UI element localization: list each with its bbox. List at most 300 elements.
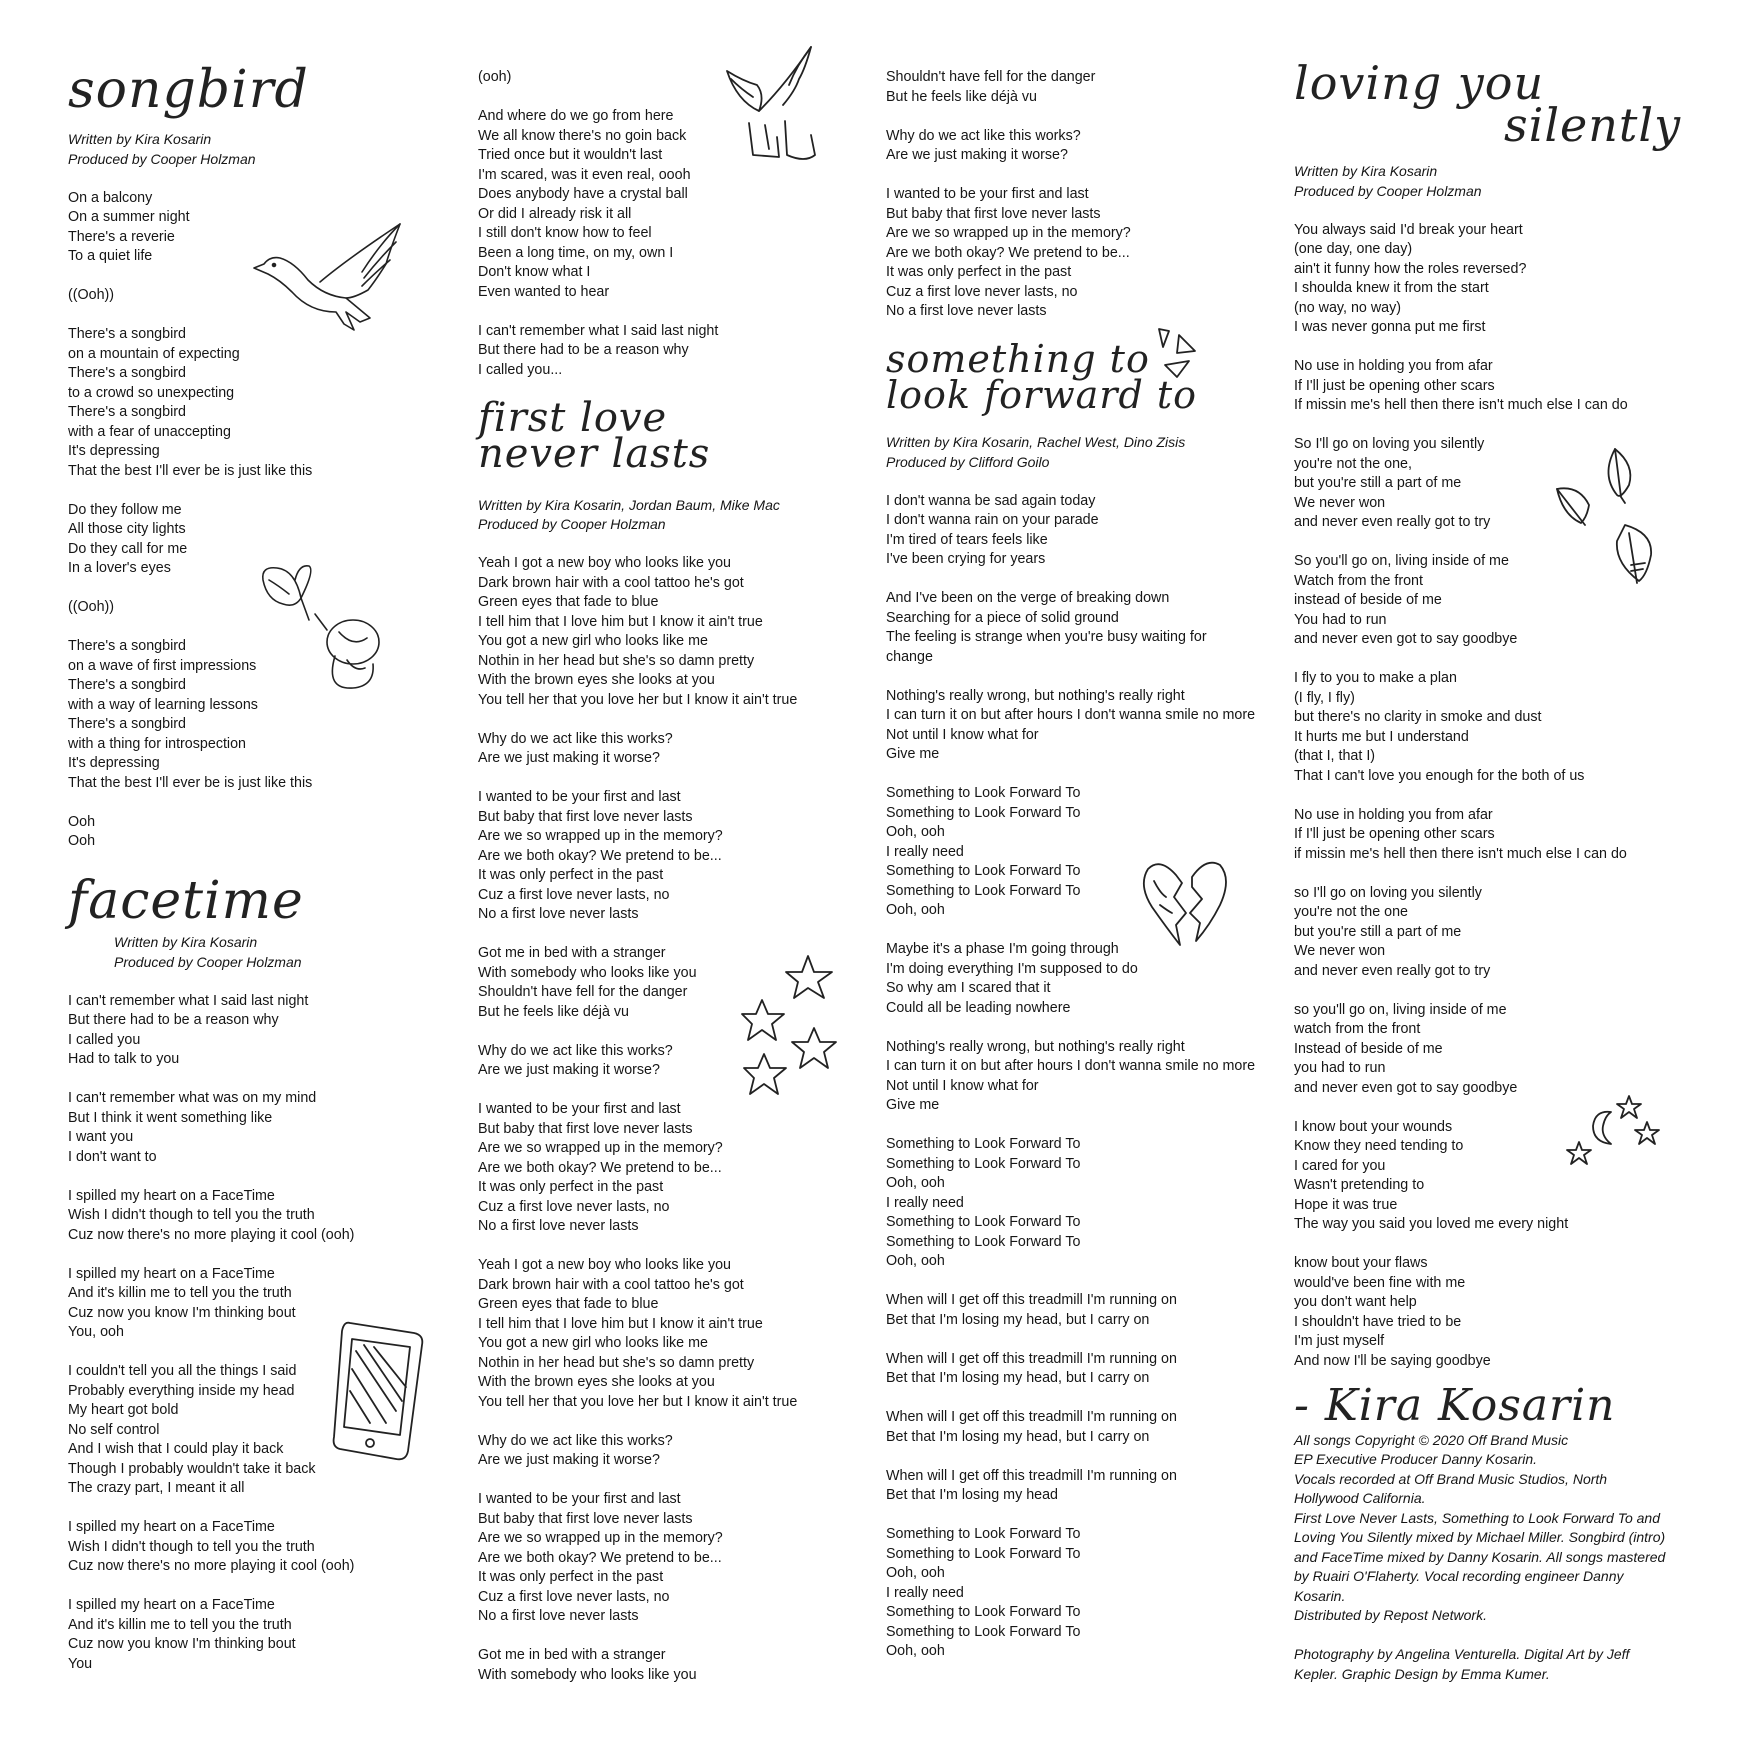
- stanza: [68, 1596, 408, 1674]
- lyric-line: Got me in bed with a stranger: [478, 1647, 666, 1663]
- lyric-line: And it's killin me to tell you the truth: [68, 1616, 292, 1633]
- stanza: [478, 1490, 858, 1627]
- lyric-line: Instead of beside of me: [1294, 1040, 1443, 1057]
- lyric-line: I'm scared, was it even real, oooh: [478, 166, 691, 183]
- lyric-line: and never even got to say goodbye: [1294, 1079, 1518, 1096]
- lyric-line: Something to Look Forward To: [886, 882, 1081, 899]
- lyric-line: The way you said you loved me every night: [1294, 1216, 1569, 1232]
- facetime-credits-line: Written by Kira Kosarin: [114, 934, 258, 950]
- lyric-line: That the best I'll ever be is just like this: [68, 462, 313, 479]
- loving-credits: [1294, 162, 1674, 201]
- lyric-line: It was only perfect in the past: [478, 867, 664, 883]
- stanza: [68, 1187, 408, 1246]
- lyric-line: Ooh: [68, 833, 96, 849]
- column-4: [1294, 0, 1682, 1704]
- lyric-line: I can turn it on but after hours I don't wanna smile no more: [886, 1058, 1256, 1074]
- lyric-line: and never even really got to try: [1294, 514, 1491, 530]
- stanza: [1294, 357, 1674, 416]
- songbird-title: songbird: [68, 60, 309, 120]
- stanza: [478, 554, 858, 710]
- lyric-line: Not until I know what for: [886, 726, 1039, 743]
- lyric-line: The crazy part, I meant it all: [68, 1480, 245, 1496]
- lyric-line: I tell him that I love him but I know it ain't true: [478, 1315, 763, 1332]
- stanza: [886, 68, 1256, 107]
- lyric-line: Something to Look Forward To: [886, 1233, 1081, 1250]
- lyric-line: Cuz now you know I'm thinking bout: [68, 1304, 296, 1321]
- lyric-line: That the best I'll ever be is just like this: [68, 774, 313, 791]
- lyric-line: Do they follow me: [68, 501, 182, 518]
- lyric-line: You, ooh: [68, 1324, 124, 1340]
- lyric-line: ((Ooh)): [68, 599, 115, 615]
- facetime-credits: [68, 933, 408, 972]
- lyric-line: (one day, one day): [1294, 241, 1413, 257]
- first-love-title: [478, 394, 858, 477]
- lyric-line: Does anybody have a crystal ball: [478, 186, 688, 202]
- lyric-line: Green eyes that fade to blue: [478, 594, 659, 610]
- lyric-line: But baby that first love never lasts: [886, 205, 1101, 222]
- lyric-line: No a first love never lasts: [886, 303, 1047, 319]
- songbird-credits: [68, 130, 408, 169]
- lyric-line: Are we so wrapped up in the memory?: [478, 1530, 723, 1546]
- lyric-line: with a thing for introspection: [68, 735, 247, 752]
- stanza: [886, 492, 1256, 570]
- lyric-line: Tried once but it wouldn't last: [478, 147, 663, 163]
- lyric-line: I fly to you to make a plan: [1294, 670, 1457, 686]
- bird-icon: [250, 220, 410, 350]
- lyric-line: I really need: [886, 1194, 964, 1211]
- lyric-line: Give me: [886, 1097, 940, 1113]
- lyric-line: I've been crying for years: [886, 551, 1046, 567]
- lyric-line: Are we so wrapped up in the memory?: [478, 828, 723, 844]
- stanza: [68, 1518, 408, 1577]
- stanza: [886, 1467, 1256, 1506]
- lyric-line: We never won: [1294, 943, 1386, 959]
- lyric-line: Could all be leading nowhere: [886, 999, 1071, 1016]
- lyric-line: Dark brown hair with a cool tattoo he's got: [478, 1276, 744, 1293]
- lyric-line: It's depressing: [68, 755, 160, 771]
- lyric-line: You got a new girl who looks like me: [478, 1335, 708, 1351]
- lyric-line: When will I get off this treadmill I'm running on: [886, 1409, 1177, 1425]
- lyric-line: I can't remember what was on my mind: [68, 1090, 317, 1106]
- lyric-line: When will I get off this treadmill I'm running on: [886, 1350, 1177, 1367]
- lyric-line: I was never gonna put me first: [1294, 319, 1486, 335]
- loving-credits-line: Written by Kira Kosarin: [1294, 163, 1438, 179]
- first-love-credits: [478, 496, 858, 535]
- lyric-line: And I've been on the verge of breaking down: [886, 590, 1170, 606]
- stanza: [478, 1256, 858, 1412]
- lyric-line: to a crowd so unexpecting: [68, 384, 235, 401]
- lyric-line: and never even really got to try: [1294, 962, 1491, 979]
- lyric-line: I can turn it on but after hours I don't wanna smile no more: [886, 707, 1256, 723]
- lyric-line: You: [68, 1655, 93, 1672]
- lyric-line: I couldn't tell you all the things I said: [68, 1363, 297, 1379]
- something-credits-line: Produced by Clifford Goilo: [886, 453, 1050, 470]
- lyric-line: Maybe it's a phase I'm going through: [886, 941, 1119, 957]
- leaves-icon: [1555, 445, 1665, 595]
- first-love-title-line-2: never lasts: [478, 430, 711, 477]
- stanza: [886, 1408, 1256, 1447]
- broken-heart-icon: [1140, 855, 1230, 950]
- lyric-line: It was only perfect in the past: [886, 264, 1072, 280]
- stars-icon: [740, 950, 840, 1100]
- lyric-line: Bet that I'm losing my head: [886, 1487, 1058, 1503]
- something-title-line-1: something to: [886, 337, 1150, 381]
- lyric-line: I still don't know how to feel: [478, 225, 652, 241]
- lyric-line: Something to Look Forward To: [886, 1214, 1081, 1230]
- copyright-block: [1294, 1431, 1674, 1685]
- lyric-line: Dark brown hair with a cool tattoo he's got: [478, 574, 744, 591]
- lyric-line: When will I get off this treadmill I'm running on: [886, 1292, 1177, 1308]
- stanza: [1294, 221, 1674, 338]
- lyric-line: All those city lights: [68, 521, 186, 537]
- lyric-line: Are we so wrapped up in the memory?: [478, 1140, 723, 1156]
- lyric-line: It was only perfect in the past: [478, 1179, 664, 1195]
- lyric-line: I shouldn't have tried to be: [1294, 1313, 1462, 1330]
- loving-credits-line: Produced by Cooper Holzman: [1294, 182, 1482, 199]
- lyric-line: Are we both okay? We pretend to be...: [478, 847, 722, 864]
- lyric-line: No a first love never lasts: [478, 906, 639, 922]
- lyric-line: (I fly, I fly): [1294, 689, 1355, 706]
- lyric-line: Or did I already risk it all: [478, 205, 632, 222]
- lyric-line: There's a songbird: [68, 677, 186, 693]
- lyric-line: If missin me's hell then there isn't much else I can do: [1294, 397, 1628, 413]
- lyric-line: but you're still a part of me: [1294, 475, 1462, 491]
- first-love-credits-line: Produced by Cooper Holzman: [478, 516, 666, 532]
- lyric-line: Give me: [886, 746, 940, 762]
- lyric-line: Bet that I'm losing my head, but I carry on: [886, 1428, 1150, 1445]
- lyric-line: if missin me's hell then there isn't much else I can do: [1294, 845, 1627, 862]
- lyric-line: Ooh: [68, 813, 96, 830]
- songbird-credits-line: Produced by Cooper Holzman: [68, 150, 256, 167]
- stanza: [886, 589, 1256, 667]
- stanza: [478, 1432, 858, 1471]
- lyric-line: with a way of learning lessons: [68, 696, 258, 713]
- first-love-credits-line: Written by Kira Kosarin, Jordan Baum, Mike Mac: [478, 496, 780, 513]
- lyric-line: I can't remember what I said last night: [478, 322, 719, 339]
- lyric-line: And where do we go from here: [478, 108, 674, 124]
- triangles-icon: [1155, 325, 1205, 380]
- lyric-line: I don't want to: [68, 1148, 157, 1165]
- lyric-line: And I wish that I could play it back: [68, 1441, 284, 1457]
- lyric-line: Cuz a first love never lasts, no: [478, 886, 670, 903]
- lyric-line: Something to Look Forward To: [886, 863, 1081, 879]
- lyric-line: But there had to be a reason why: [68, 1012, 279, 1028]
- lyric-line: I want you: [68, 1129, 134, 1145]
- lyric-line: Something to Look Forward To: [886, 1623, 1081, 1640]
- songbird-credits-line: Written by Kira Kosarin: [68, 131, 212, 147]
- lyric-line: And it's killin me to tell you the truth: [68, 1285, 292, 1301]
- moon-stars-icon: [1565, 1090, 1665, 1170]
- lyric-line: ain't it funny how the roles reversed?: [1294, 260, 1527, 277]
- something-credits: [886, 433, 1256, 472]
- lyric-line: Something to Look Forward To: [886, 1155, 1081, 1172]
- copyright-paragraph: [1294, 1431, 1674, 1626]
- lyric-line: Cuz now there's no more playing it cool (ooh): [68, 1558, 355, 1574]
- loving-title-line-1: loving you: [1294, 56, 1545, 110]
- lyric-line: I wanted to be your first and last: [886, 186, 1089, 202]
- facetime-title: facetime: [68, 871, 304, 931]
- loving-lyrics: [1294, 221, 1674, 1372]
- lyric-line: (that I, that I): [1294, 748, 1376, 764]
- lyric-line: Are we both okay? We pretend to be...: [478, 1159, 722, 1176]
- stanza: [478, 788, 858, 925]
- column-2: [478, 0, 858, 1705]
- lyric-line: I'm tired of tears feels like: [886, 531, 1048, 548]
- lyric-line: Ooh, ooh: [886, 824, 945, 840]
- lyric-line: Bet that I'm losing my head, but I carry on: [886, 1311, 1150, 1328]
- stanza: [68, 813, 408, 852]
- lyric-line: I really need: [886, 1584, 964, 1601]
- stanza: [478, 1646, 858, 1685]
- lyric-line: instead of beside of me: [1294, 592, 1442, 608]
- lyric-line: We never won: [1294, 494, 1386, 511]
- lyric-line: Ooh, ooh: [886, 902, 945, 918]
- lyric-line: So you'll go on, living inside of me: [1294, 553, 1509, 569]
- lyric-line: Are we just making it worse?: [478, 1452, 660, 1468]
- lyric-line: you don't want help: [1294, 1294, 1417, 1310]
- lyric-line: on a mountain of expecting: [68, 345, 240, 362]
- lyric-line: But baby that first love never lasts: [478, 1510, 693, 1527]
- copyright-line: First Love Never Lasts, Something to Look Forward To and Loving You Silently mixed by Michael Miller. Songbird (intro) and FaceTime mixed by Danny Kosarin. All songs mastered by Ruairi O'Flaherty. Vocal recording engineer Danny Kosarin.: [1294, 1509, 1666, 1604]
- lyric-line: Not until I know what for: [886, 1077, 1039, 1094]
- loving-title: [1294, 56, 1682, 152]
- lyric-line: you're not the one,: [1294, 455, 1412, 472]
- lyric-line: but there's no clarity in smoke and dust: [1294, 709, 1542, 725]
- copyright-line: Photography by Angelina Venturella. Digital Art by Jeff Kepler. Graphic Design by Emma Kumer.: [1294, 1646, 1630, 1682]
- lyric-line: No use in holding you from afar: [1294, 806, 1493, 823]
- lyric-line: Something to Look Forward To: [886, 804, 1081, 821]
- lyric-line: I called you...: [478, 361, 563, 378]
- lyric-line: Nothing's really wrong, but nothing's really right: [886, 1038, 1185, 1055]
- lyric-line: I wanted to be your first and last: [478, 1491, 681, 1507]
- lyric-line: Nothing's really wrong, but nothing's really right: [886, 687, 1185, 704]
- lyric-line: No a first love never lasts: [478, 1608, 639, 1624]
- lyric-line: I know bout your wounds: [1294, 1118, 1453, 1135]
- lyric-line: Cuz a first love never lasts, no: [478, 1198, 670, 1215]
- lyric-line: I called you: [68, 1031, 141, 1048]
- butterflies-icon: [255, 560, 395, 700]
- lyric-line: There's a songbird: [68, 638, 186, 654]
- lyric-line: But he feels like déjà vu: [478, 1003, 630, 1020]
- lyric-line: With somebody who looks like you: [478, 1666, 697, 1683]
- lyric-line: Why do we act like this works?: [478, 730, 673, 747]
- lyric-line: No a first love never lasts: [478, 1218, 639, 1234]
- lyric-line: Though I probably wouldn't take it back: [68, 1460, 316, 1477]
- lyric-line: Ooh, ooh: [886, 1175, 945, 1191]
- lyric-line: My heart got bold: [68, 1402, 179, 1418]
- lyric-line: you had to run: [1294, 1060, 1386, 1076]
- signature: - Kira Kosarin: [1294, 1379, 1616, 1431]
- lyric-line: But baby that first love never lasts: [478, 1120, 693, 1137]
- lyric-line: You had to run: [1294, 611, 1387, 628]
- lyric-line: The feeling is strange when you're busy waiting for change: [886, 629, 1207, 665]
- facetime-credits-line: Produced by Cooper Holzman: [114, 953, 302, 970]
- lyric-line: I really need: [886, 843, 964, 860]
- stanza: [1294, 884, 1674, 982]
- lyric-line: you're not the one: [1294, 904, 1409, 920]
- lyric-line: No self control: [68, 1421, 160, 1438]
- something-lyrics: [886, 492, 1256, 1662]
- stanza: [1294, 1001, 1674, 1099]
- lyric-line: Hope it was true: [1294, 1196, 1398, 1213]
- stanza: [886, 1291, 1256, 1330]
- lyric-line: but you're still a part of me: [1294, 923, 1462, 940]
- lyric-line: ((Ooh)): [68, 287, 115, 303]
- stanza: [886, 127, 1256, 166]
- lyric-line: On a balcony: [68, 189, 153, 206]
- lyric-line: It was only perfect in the past: [478, 1569, 664, 1585]
- angel-wing-icon: [725, 45, 835, 165]
- stanza: [886, 1135, 1256, 1272]
- stanza: [886, 687, 1256, 765]
- lyric-line: Nothin in her head but she's so damn pretty: [478, 1354, 755, 1371]
- lyric-line: Yeah I got a new boy who looks like you: [478, 555, 732, 571]
- lyric-line: Something to Look Forward To: [886, 1526, 1081, 1542]
- lyric-line: on a wave of first impressions: [68, 657, 257, 674]
- lyric-line: Probably everything inside my head: [68, 1382, 295, 1399]
- lyric-line: I shoulda knew it from the start: [1294, 280, 1489, 296]
- lyric-line: I don't wanna be sad again today: [886, 492, 1096, 509]
- lyric-line: Something to Look Forward To: [886, 1136, 1081, 1152]
- stanza: [1294, 806, 1674, 865]
- lyric-line: so you'll go on, living inside of me: [1294, 1001, 1507, 1018]
- lyric-line: Even wanted to hear: [478, 283, 610, 300]
- lyric-line: so I'll go on loving you silently: [1294, 884, 1482, 901]
- lyric-line: I spilled my heart on a FaceTime: [68, 1519, 275, 1535]
- lyric-line: Wish I didn't though to tell you the truth: [68, 1538, 315, 1555]
- stanza: [478, 322, 858, 381]
- stanza: [478, 1100, 858, 1237]
- copyright-line: EP Executive Producer Danny Kosarin.: [1294, 1451, 1538, 1467]
- lyric-line: Bet that I'm losing my head, but I carry on: [886, 1370, 1150, 1386]
- lyric-line: You tell her that you love her but I know it ain't true: [478, 1393, 798, 1410]
- lyric-line: Shouldn't have fell for the danger: [478, 984, 688, 1000]
- phone-icon: [330, 1315, 430, 1465]
- lyric-line: Are we just making it worse?: [478, 1062, 660, 1078]
- lyric-line: But there had to be a reason why: [478, 342, 689, 358]
- lyric-line: Something to Look Forward To: [886, 785, 1081, 801]
- lyric-line: But I think it went something like: [68, 1109, 273, 1126]
- lyric-line: Are we both okay? We pretend to be...: [478, 1549, 722, 1566]
- lyric-line: I wanted to be your first and last: [478, 789, 681, 805]
- lyric-line: So I'll go on loving you silently: [1294, 436, 1485, 452]
- copyright-line: All songs Copyright © 2020 Off Brand Music: [1294, 1431, 1569, 1448]
- lyric-line: But baby that first love never lasts: [478, 808, 693, 825]
- lyric-line: know bout your flaws: [1294, 1255, 1428, 1271]
- lyric-line: You always said I'd break your heart: [1294, 221, 1523, 238]
- lyric-line: Got me in bed with a stranger: [478, 945, 666, 961]
- something-title-line-2: look forward to: [886, 373, 1198, 417]
- stanza: [886, 1038, 1256, 1116]
- loving-title-line-2: silently: [1504, 98, 1682, 152]
- lyric-line: (no way, no way): [1294, 299, 1402, 316]
- lyric-line: There's a reverie: [68, 228, 175, 245]
- stanza: [68, 1089, 408, 1167]
- stanza: [886, 185, 1256, 322]
- lyric-line: So why am I scared that it: [886, 980, 1051, 996]
- lyric-line: I'm just myself: [1294, 1333, 1385, 1349]
- lyric-line: with a fear of unaccepting: [68, 423, 231, 440]
- lyric-line: With the brown eyes she looks at you: [478, 1374, 715, 1390]
- copyright-line: Vocals recorded at Off Brand Music Studios, North Hollywood California.: [1294, 1470, 1608, 1506]
- lyric-line: Ooh, ooh: [886, 1565, 945, 1581]
- lyric-line: I don't wanna rain on your parade: [886, 512, 1099, 528]
- lyric-line: But he feels like déjà vu: [886, 88, 1038, 105]
- lyric-line: There's a songbird: [68, 365, 186, 381]
- copyright-line: Distributed by Repost Network.: [1294, 1607, 1487, 1623]
- lyric-line: Don't know what I: [478, 264, 591, 280]
- lyric-line: Something to Look Forward To: [886, 1545, 1081, 1562]
- lyric-line: With somebody who looks like you: [478, 964, 697, 981]
- lyric-line: I tell him that I love him but I know it ain't true: [478, 613, 763, 630]
- lyric-line: Are we just making it worse?: [478, 750, 660, 766]
- lyric-line: Wasn't pretending to: [1294, 1177, 1425, 1193]
- lyric-line: watch from the front: [1294, 1021, 1421, 1037]
- lyric-line: I spilled my heart on a FaceTime: [68, 1265, 275, 1282]
- stanza: [886, 1350, 1256, 1389]
- lyric-line: Know they need tending to: [1294, 1138, 1464, 1154]
- stanza: [1294, 1254, 1674, 1371]
- lyric-line: Why do we act like this works?: [478, 1042, 673, 1059]
- lyric-line: would've been fine with me: [1294, 1274, 1466, 1291]
- lyric-line: I'm doing everything I'm supposed to do: [886, 960, 1138, 977]
- lyric-line: You got a new girl who looks like me: [478, 633, 708, 649]
- lyric-line: Why do we act like this works?: [886, 127, 1081, 144]
- lyric-line: No use in holding you from afar: [1294, 358, 1493, 374]
- lyric-line: Ooh, ooh: [886, 1643, 945, 1659]
- something-credits-line: Written by Kira Kosarin, Rachel West, Dino Zisis: [886, 434, 1186, 450]
- lyric-line: There's a songbird: [68, 716, 186, 732]
- lyric-line: Shouldn't have fell for the danger: [886, 69, 1096, 85]
- lyric-line: Had to talk to you: [68, 1051, 180, 1067]
- copyright-paragraph: [1294, 1645, 1674, 1684]
- lyric-line: Are we so wrapped up in the memory?: [886, 225, 1131, 241]
- lyric-line: Nothin in her head but she's so damn pretty: [478, 652, 755, 669]
- lyric-line: Are we both okay? We pretend to be...: [886, 244, 1130, 261]
- lyric-line: Why do we act like this works?: [478, 1432, 673, 1449]
- stanza: [478, 730, 858, 769]
- lyric-line: Ooh, ooh: [886, 1253, 945, 1269]
- lyric-line: When will I get off this treadmill I'm running on: [886, 1467, 1177, 1484]
- lyric-line: Searching for a piece of solid ground: [886, 609, 1119, 626]
- stanza: [1294, 669, 1674, 786]
- lyric-line: Yeah I got a new boy who looks like you: [478, 1257, 732, 1273]
- stanza: [886, 940, 1256, 1018]
- lyric-line: Cuz a first love never lasts, no: [886, 283, 1078, 300]
- lyric-line: Cuz now you know I'm thinking bout: [68, 1636, 296, 1652]
- lyric-line: It hurts me but I understand: [1294, 728, 1469, 745]
- column-3: [886, 0, 1256, 1681]
- lyric-line: Green eyes that fade to blue: [478, 1296, 659, 1312]
- lyric-line: You tell her that you love her but I know it ain't true: [478, 691, 798, 708]
- lyric-line: That I can't love you enough for the both of us: [1294, 767, 1585, 784]
- lyric-line: With the brown eyes she looks at you: [478, 672, 715, 688]
- lyric-line: If I'll just be opening other scars: [1294, 826, 1495, 842]
- first-love-title-line-1: first love: [478, 394, 668, 441]
- lyric-line: On a summer night: [68, 209, 190, 225]
- lyric-line: Something to Look Forward To: [886, 1604, 1081, 1620]
- lyric-line: I cared for you: [1294, 1157, 1386, 1174]
- lyric-line: Do they call for me: [68, 540, 188, 557]
- lyric-line: I wanted to be your first and last: [478, 1101, 681, 1117]
- lyric-line: Are we just making it worse?: [886, 147, 1068, 163]
- lyric-line: I spilled my heart on a FaceTime: [68, 1187, 275, 1204]
- lyric-line: Watch from the front: [1294, 572, 1423, 589]
- lyric-line: I spilled my heart on a FaceTime: [68, 1597, 275, 1613]
- lyric-line: (ooh): [478, 69, 512, 85]
- lyric-line: It's depressing: [68, 443, 160, 459]
- lyric-line: Cuz a first love never lasts, no: [478, 1588, 670, 1605]
